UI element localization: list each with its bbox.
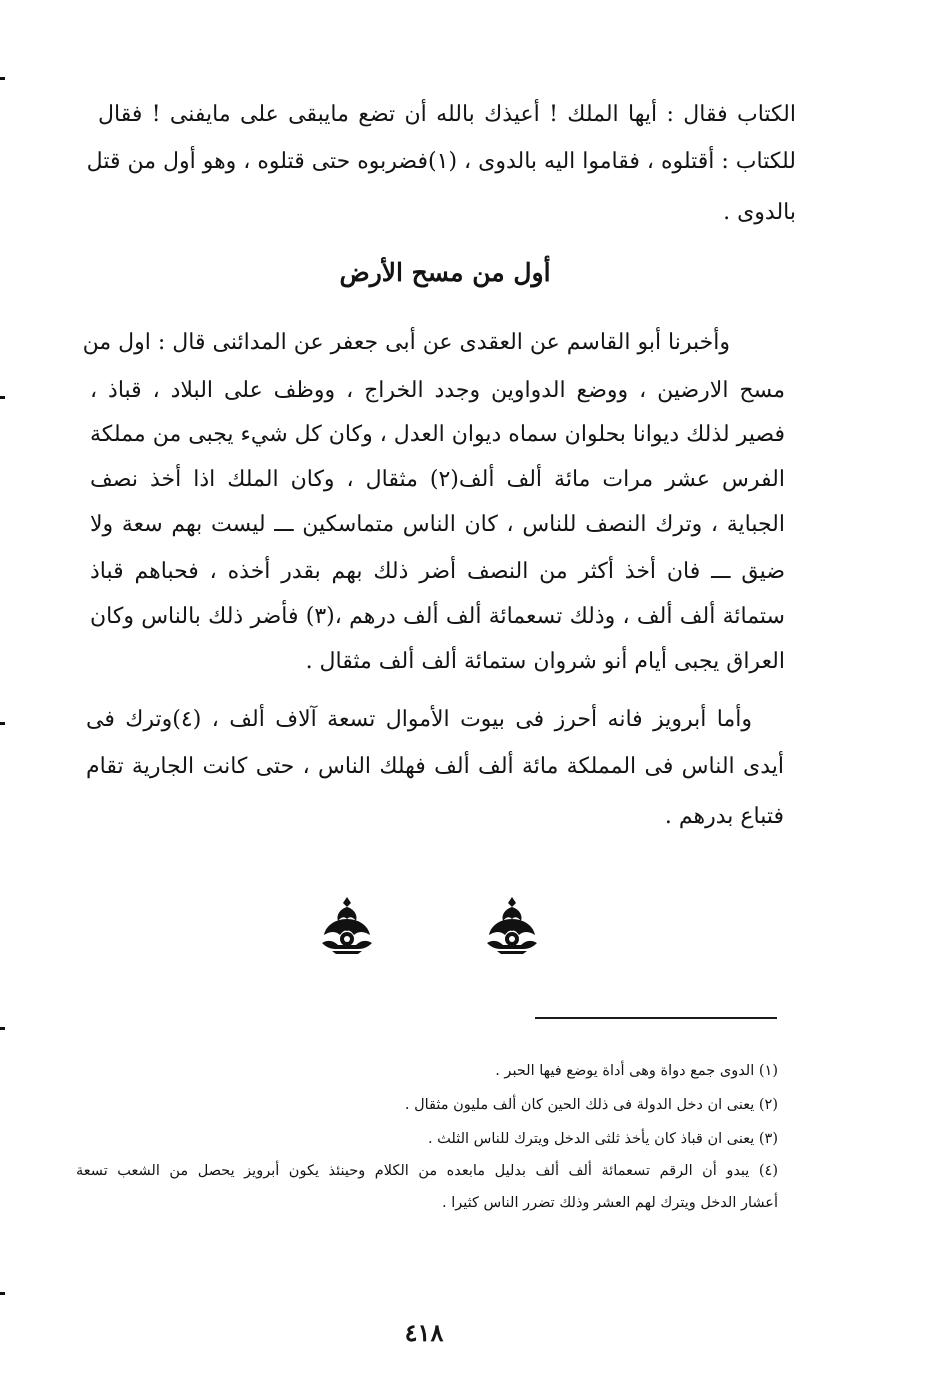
text-line: مسح الارضين ، ووضع الدواوين وجدد الخراج ، ووظف على البلاد ، قباذ ،: [90, 378, 785, 403]
page-number: ٤١٨: [404, 1318, 444, 1347]
text-line: ضيق ـــ فان أخذ أكثر من النصف أضر ذلك بهم بقدر أخذه ، فحباهم قباذ: [90, 559, 785, 584]
scan-edge-mark: [0, 77, 5, 80]
scan-edge-mark: [0, 722, 5, 725]
text-line: الكتاب فقال : أيها الملك ! أعيذك بالله أن تضع مايبقى على مايفنى ! فقال: [98, 102, 796, 127]
footnote: (٤) يبدو أن الرقم تسعمائة ألف ألف بدليل مابعده من الكلام وحينئذ يكون أبرويز يحصل من الشعب تسعة: [76, 1163, 778, 1179]
floral-ornament-icon: [483, 895, 541, 955]
text-line: فصير لذلك ديوانا بحلوان سماه ديوان العدل ، وكان كل شيء يجبى من مملكة: [89, 422, 785, 447]
scan-edge-mark: [0, 1027, 5, 1030]
text-line: الفرس عشر مرات مائة ألف ألف(٢) مثقال ، وكان الملك اذا أخذ نصف: [90, 467, 785, 492]
text-line: وأما أبرويز فانه أحرز فى بيوت الأموال تسعة آلاف ألف ، (٤)وترك فى: [86, 707, 752, 732]
footnote-divider: [535, 1017, 777, 1019]
footnote: (١) الدوى جمع دواة وهى أداة يوضع فيها الحبر .: [495, 1063, 778, 1079]
text-line: ستمائة ألف ألف ، وذلك تسعمائة ألف ألف درهم ،(٣) فأضر ذلك بالناس وكان: [90, 604, 785, 629]
text-line: العراق يجبى أيام أنو شروان ستمائة ألف ألف مثقال .: [305, 649, 785, 674]
text-line: أيدى الناس فى المملكة مائة ألف ألف فهلك الناس ، حتى كانت الجارية تقام: [86, 754, 784, 779]
text-line: وأخبرنا أبو القاسم عن العقدى عن أبى جعفر عن المدائنى قال : اول من: [82, 330, 730, 355]
footnote: (٢) يعنى ان دخل الدولة فى ذلك الحين كان ألف مليون مثقال .: [404, 1097, 778, 1113]
scan-edge-mark: [0, 1292, 5, 1295]
text-line: للكتاب : أقتلوه ، فقاموا اليه بالدوى ، (١)فضربوه حتى قتلوه ، وهو أول من قتل: [86, 149, 796, 174]
text-line: الجباية ، وترك النصف للناس ، كان الناس متماسكين ـــ ليست بهم سعة ولا: [90, 512, 785, 537]
section-heading: أول من مسح الأرض: [339, 258, 551, 287]
footnote-continuation: أعشار الدخل ويترك لهم العشر وذلك تضرر الناس كثيرا .: [442, 1195, 778, 1211]
text-line: بالدوى .: [723, 200, 796, 225]
text-line: فتباع بدرهم .: [664, 804, 784, 829]
floral-ornament-icon: [318, 895, 376, 955]
scan-edge-mark: [0, 396, 5, 399]
footnote: (٣) يعنى ان قباذ كان يأخذ ثلثى الدخل ويترك للناس الثلث .: [427, 1131, 778, 1147]
